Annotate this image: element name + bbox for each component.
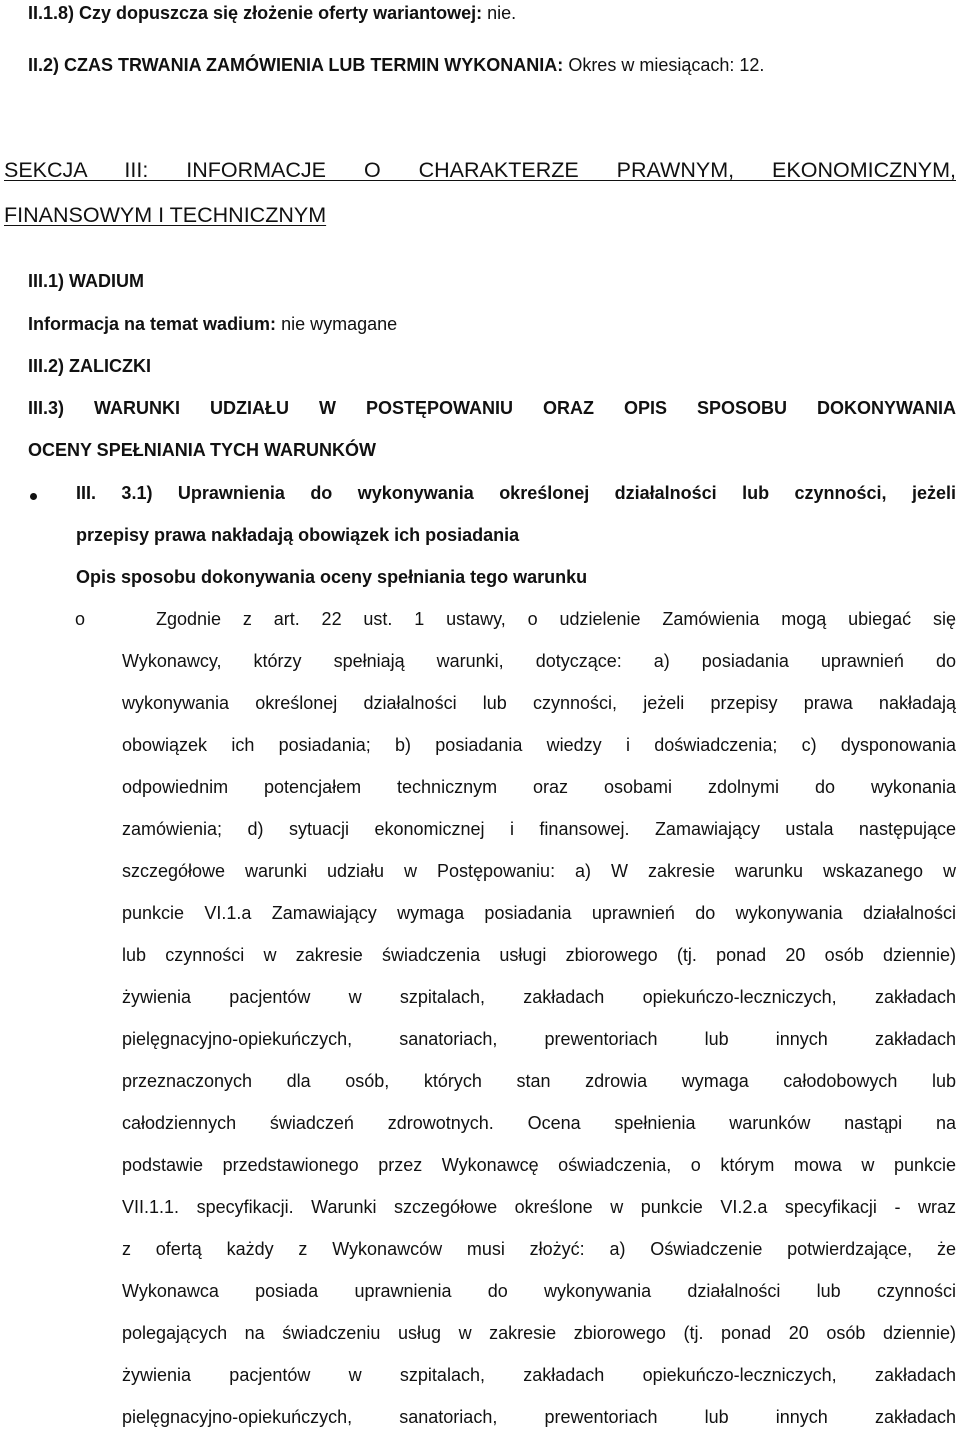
paragraph-line: wykonywania określonej działalności lub czynności, jeżeli przepisy prawa nakładają (122, 693, 956, 713)
paragraph-line: obowiązek ich posiadania; b) posiadania wiedzy i doświadczenia; c) dysponowania (122, 735, 956, 755)
paragraph-line: zamówienia; d) sytuacji ekonomicznej i finansowej. Zamawiający ustala następujące (122, 819, 956, 839)
item-3-1-continuation: przepisy prawa nakładają obowiązek ich posiadania (76, 525, 520, 545)
zaliczki-heading: III.2) ZALICZKI (28, 356, 151, 376)
condition-paragraph (122, 598, 956, 1438)
wariantowa-value: nie. (482, 3, 517, 23)
wadium-label: Informacja na temat wadium: (28, 314, 277, 334)
item-3-1-label: III. 3.1) Uprawnienia do wykonywania określonej działalności lub czynności, jeżeli (76, 483, 956, 503)
paragraph-line: pielęgnacyjno-opiekuńczych, sanatoriach, prewentoriach lub innych zakładach (122, 1029, 956, 1049)
czas-trwania-line (28, 54, 764, 76)
paragraph-line: żywienia pacjentów w szpitalach, zakładach opiekuńczo-leczniczych, zakładach (122, 1365, 956, 1385)
item-3-1-opis: Opis sposobu dokonywania oceny spełniania tego warunku (76, 567, 588, 587)
wariantowa-label: II.1.8) Czy dopuszcza się złożenie oferty wariantowej: (28, 3, 483, 23)
paragraph-line: pielęgnacyjno-opiekuńczych, sanatoriach, prewentoriach lub innych zakładach (122, 1407, 956, 1427)
wadium-heading: III.1) WADIUM (28, 271, 144, 291)
paragraph-line: żywienia pacjentów w szpitalach, zakładach opiekuńczo-leczniczych, zakładach (122, 987, 956, 1007)
paragraph-line: szczegółowe warunki udziału w Postępowaniu: a) W zakresie warunku wskazanego w (122, 861, 956, 881)
wadium-value: nie wymagane (276, 314, 398, 334)
warunki-heading-line-2: OCENY SPEŁNIANIA TYCH WARUNKÓW (28, 440, 377, 460)
paragraph-line: całodziennych świadczeń zdrowotnych. Ocena spełnienia warunków nastąpi na (122, 1113, 956, 1133)
section-iii-title-line-2: FINANSOWYM I TECHNICZNYM (4, 203, 327, 227)
paragraph-line: Wykonawca posiada uprawnienia do wykonywania działalności lub czynności (122, 1281, 956, 1301)
paragraph-line: lub czynności w zakresie świadczenia usługi zbiorowego (tj. ponad 20 osób dziennie) (122, 945, 956, 965)
wariantowa-line (28, 2, 516, 24)
paragraph-line: punkcie VI.1.a Zamawiający wymaga posiadania uprawnień do wykonywania działalności (122, 903, 956, 923)
paragraph-line: przeznaczonych dla osób, których stan zdrowia wymaga całodobowych lub (122, 1071, 956, 1091)
paragraph-line: z ofertą każdy z Wykonawców musi złożyć: a) Oświadczenie potwierdzające, że (122, 1239, 956, 1259)
czas-trwania-value: Okres w miesiącach: 12. (563, 55, 765, 75)
warunki-heading-line-1: III.3) WARUNKI UDZIAŁU W POSTĘPOWANIU ORAZ OPIS SPOSOBU DOKONYWANIA (28, 398, 956, 418)
paragraph-line: podstawie przedstawionego przez Wykonawcę oświadczenia, o którym mowa w punkcie (122, 1155, 956, 1175)
czas-trwania-label: II.2) CZAS TRWANIA ZAMÓWIENIA LUB TERMIN WYKONANIA: (28, 55, 564, 75)
paragraph-line: Zgodnie z art. 22 ust. 1 ustawy, o udzielenie Zamówienia mogą ubiegać się (156, 609, 956, 629)
section-iii-title-line-1: SEKCJA III: INFORMACJE O CHARAKTERZE PRAWNYM, EKONOMICZNYM, (4, 158, 956, 182)
paragraph-line: polegających na świadczeniu usług w zakresie zbiorowego (tj. ponad 20 osób dziennie) (122, 1323, 956, 1343)
paragraph-line: odpowiednim potencjałem technicznym oraz osobami zdolnymi do wykonania (122, 777, 956, 797)
bullet-o-icon: o (75, 609, 86, 629)
bullet-dot-icon (30, 493, 37, 500)
wadium-line (28, 313, 397, 335)
paragraph-line: VII.1.1. specyfikacji. Warunki szczegółowe określone w punkcie VI.2.a specyfikacji - wraz (122, 1197, 956, 1217)
paragraph-line: Wykonawcy, którzy spełniają warunki, dotyczące: a) posiadania uprawnień do (122, 651, 956, 671)
